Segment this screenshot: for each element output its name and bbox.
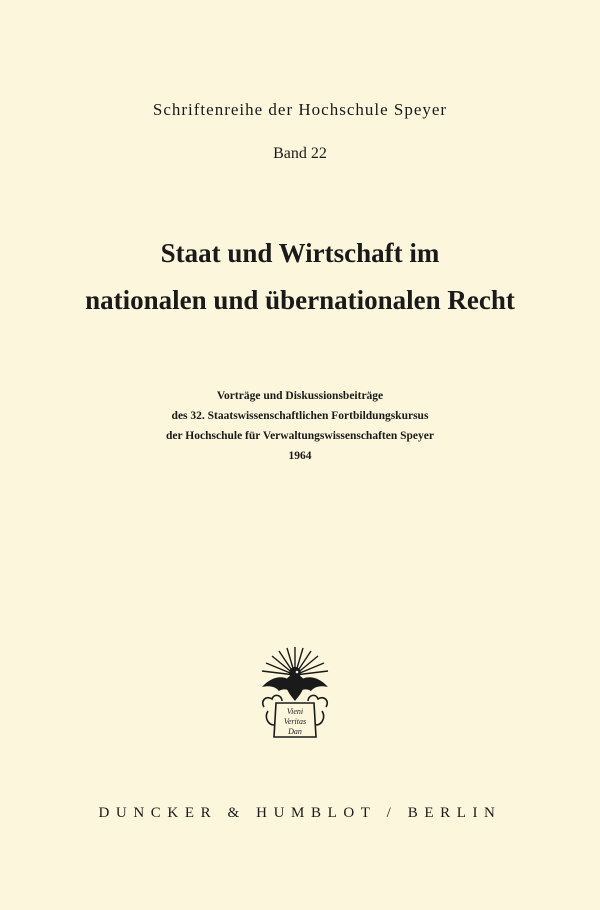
logo-motto-2: Veritas <box>283 717 307 726</box>
logo-motto-1: Vieni <box>286 707 304 716</box>
subtitle-line-1: Vorträge und Diskussionsbeiträge <box>216 390 384 402</box>
publisher-imprint: DUNCKER & HUMBLOT / BERLIN <box>98 805 502 821</box>
book-title-line-1: Staat und Wirtschaft im <box>160 238 440 268</box>
subtitle-line-3: der Hochschule für Verwaltungswissenschaften Speyer <box>166 430 434 442</box>
series-title: Schriftenreihe der Hochschule Speyer <box>152 100 448 119</box>
publication-year: 1964 <box>288 450 312 462</box>
subtitle-line-2: des 32. Staatswissenschaftlichen Fortbildungskursus <box>171 410 429 422</box>
volume-number: Band 22 <box>273 145 327 162</box>
logo-motto-3: Dan <box>288 727 302 736</box>
publisher-eagle-logo-icon <box>254 645 336 743</box>
book-title-line-2: nationalen und übernationalen Recht <box>85 285 515 315</box>
